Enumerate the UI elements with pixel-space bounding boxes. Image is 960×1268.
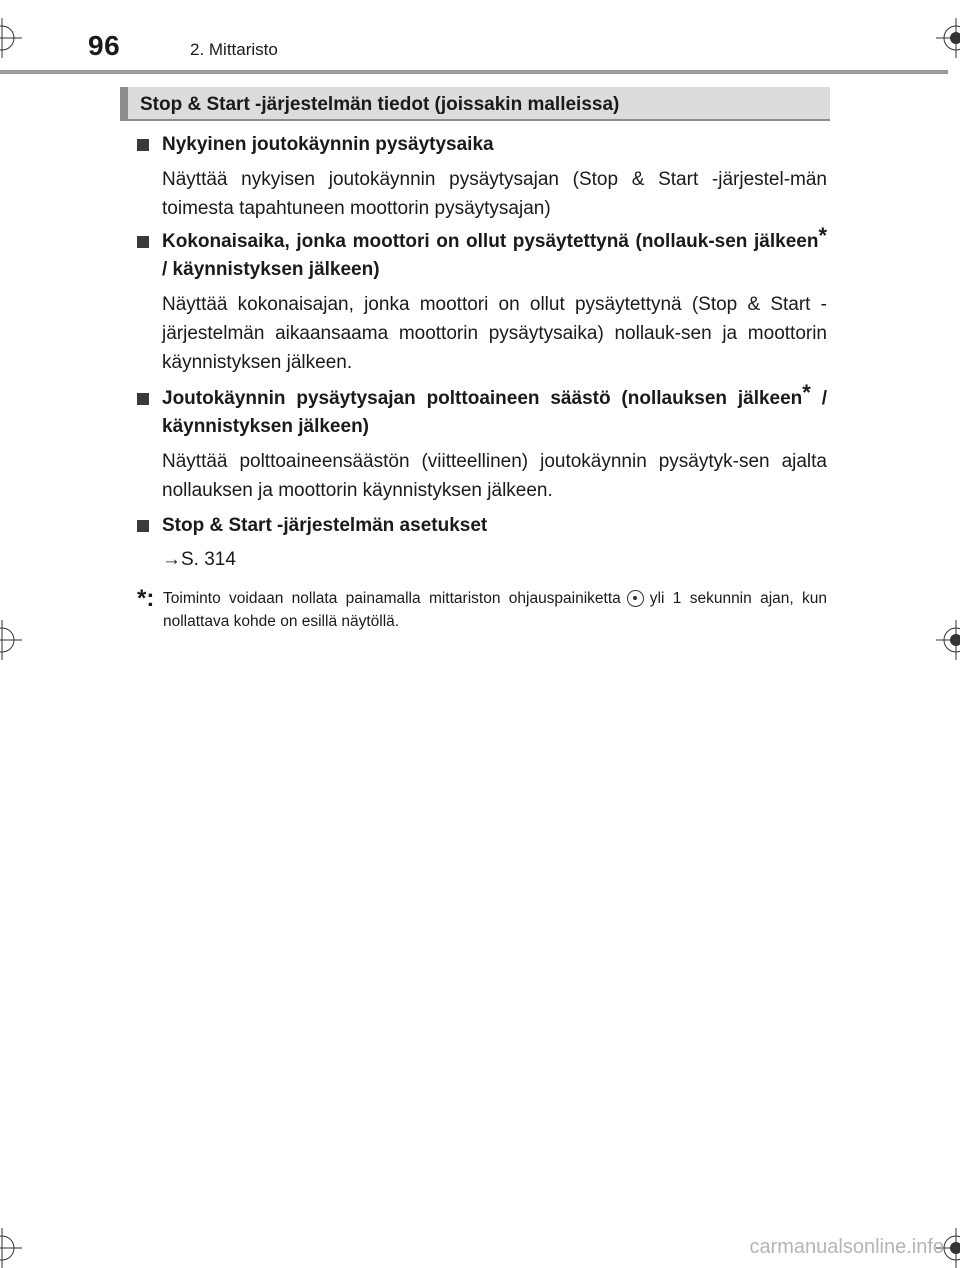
heading-text-part: / käynnistyksen jälkeen) [162, 259, 380, 280]
item-heading-text: Nykyinen joutokäynnin pysäytysaika [162, 134, 494, 155]
footnote-mark: *: [137, 585, 155, 612]
heading-text-part: / käynnistyksen jälkeen) [162, 388, 827, 437]
registration-mark-top-left [0, 18, 22, 58]
item-heading [137, 380, 827, 441]
footnote-asterisk: * [818, 223, 827, 248]
item-body: Näyttää polttoaineensäästön (viitteellinen) joutokäynnin pysäytyk-sen ajalta nollauksen ja moottorin käynnistyksen jälkeen. [162, 451, 827, 501]
item-heading-text [137, 223, 827, 284]
heading-text-part: Joutokäynnin pysäytysajan polttoaineen säästö (nollauksen jälkeen [162, 388, 803, 409]
section-title: Stop & Start -järjestelmän tiedot (joissakin malleissa) [140, 94, 620, 115]
item-heading-text [137, 380, 827, 441]
header-divider [0, 70, 948, 74]
square-bullet-icon [137, 236, 149, 248]
registration-mark-mid-left [0, 620, 22, 660]
chapter-title: 2. Mittaristo [190, 40, 278, 59]
square-bullet-icon [137, 393, 149, 405]
heading-text-part: Kokonaisaika, jonka moottori on ollut pysäytettynä (nollauk-sen jälkeen [162, 231, 819, 252]
footnote-text-part: yli 1 sekunnin ajan, kun nollattava kohde on esillä näytöllä. [163, 590, 827, 630]
page-reference-link[interactable]: →S. 314 [162, 549, 236, 570]
registration-mark-bottom-left [0, 1228, 22, 1268]
item-body: Näyttää nykyisen joutokäynnin pysäytysajan (Stop & Start -järjestel-män toimesta tapahtuneen moottorin pysäytysajan) [162, 169, 827, 219]
footnote-text [163, 587, 827, 633]
square-bullet-icon [137, 139, 149, 151]
meter-control-button-icon [627, 590, 644, 607]
item-body: Näyttää kokonaisajan, jonka moottori on ollut pysäytettynä (Stop & Start -järjestelmän aikaansaama moottorin pysäytysaika) nollauk-sen ja moottorin käynnistyksen jälkeen. [162, 294, 827, 373]
footnote-text-part: Toiminto voidaan nollata painamalla mittariston ohjauspainiketta [163, 590, 621, 607]
registration-mark-top-right [936, 18, 960, 58]
item-heading [137, 131, 827, 159]
registration-mark-mid-right [936, 620, 960, 660]
item-heading [137, 512, 827, 540]
page-number: 96 [88, 30, 121, 61]
item-heading [137, 223, 827, 284]
watermark: carmanualsonline.info [749, 1236, 944, 1258]
item-heading-text: Stop & Start -järjestelmän asetukset [162, 515, 488, 536]
square-bullet-icon [137, 520, 149, 532]
footnote-asterisk: * [802, 380, 811, 405]
